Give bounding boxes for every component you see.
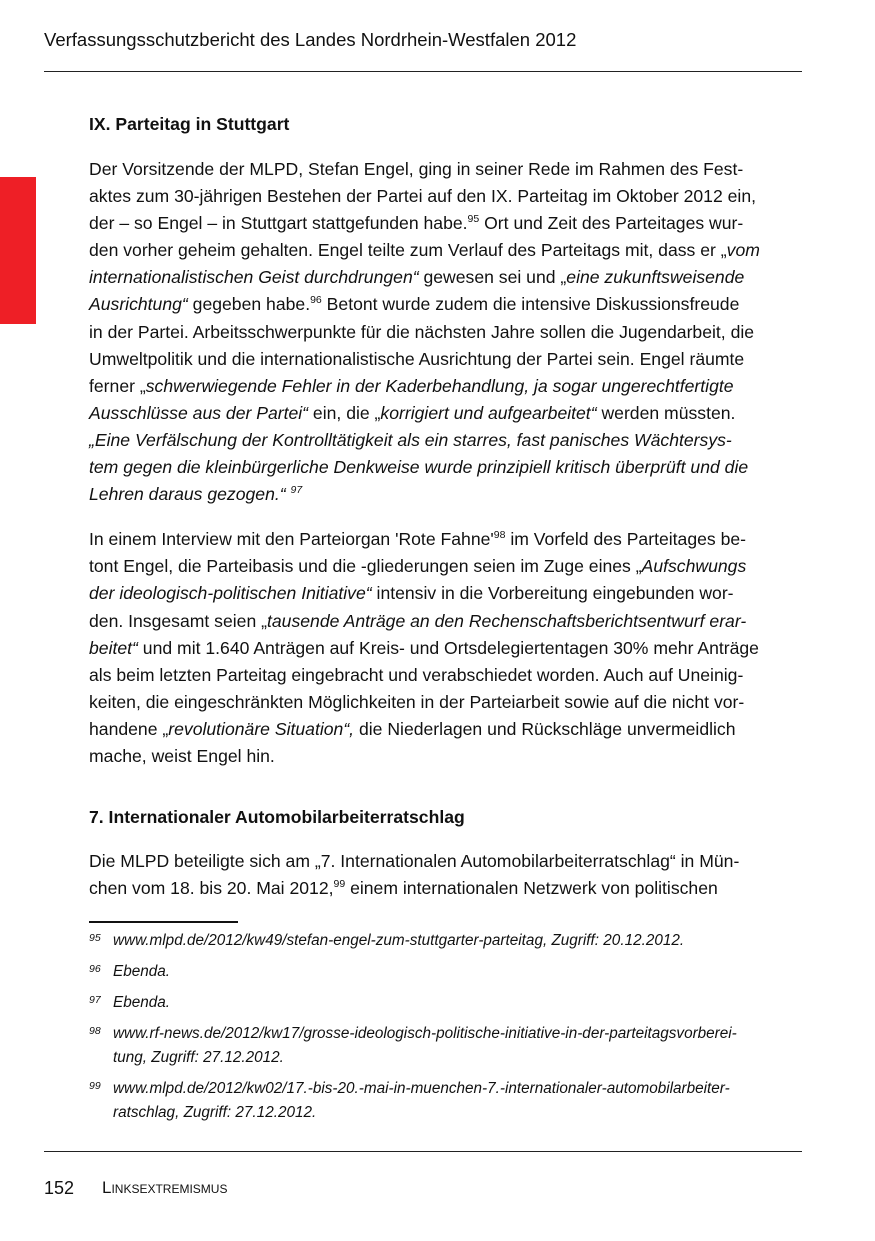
text-line: tem gegen die kleinbürgerliche Denkweise wurde prinzipiell kritisch überprüft und die	[89, 457, 749, 478]
footnote-99	[89, 1077, 802, 1125]
footnote-text-continued: ratschlag, Zugriff: 27.12.2012.	[113, 1104, 317, 1121]
text-line: Der Vorsitzende der MLPD, Stefan Engel, ging in seiner Rede im Rahmen des Fest-	[89, 159, 744, 179]
footnote-text[interactable]: www.rf-news.de/2012/kw17/grosse-ideologisch-politische-initiative-in-der-parteitagsvorberei-	[113, 1025, 737, 1042]
text-line: Ausrichtung“ gegeben habe.$^{96}$ Betont wurde zudem die intensive Diskussionsfreude	[89, 294, 740, 315]
text-line: keiten, die eingeschränkten Möglichkeiten in der Parteiarbeit sowie auf die nicht vor-	[89, 691, 745, 712]
header-rule	[44, 71, 802, 72]
footnote-reference[interactable]: 98	[493, 529, 506, 542]
text-line: den vorher geheim gehalten. Engel teilte zum Verlauf des Parteitags mit, dass er „vom	[89, 240, 760, 261]
text-line: handene „revolutionäre Situation“, die Niederlagen und Rückschläge unvermeidlich	[89, 718, 736, 739]
footnote-text: Ebenda.	[113, 963, 170, 980]
footnote-reference[interactable]: 95	[467, 213, 480, 226]
text-line: beitet“ und mit 1.640 Anträgen auf Kreis- und Ortsdelegiertentagen 30% mehr Anträge	[89, 637, 759, 658]
footnote-reference[interactable]: 97	[290, 484, 303, 497]
footer-section-name: Linksextremismus	[102, 1178, 228, 1197]
footnote-number: 99	[89, 1080, 101, 1092]
text-line: in der Partei. Arbeitsschwerpunkte für die nächsten Jahre sollen die Jugendarbeit, die	[89, 321, 755, 342]
text-line: internationalistischen Geist durchdrungen“ gewesen sei und „eine zukunftsweisende	[89, 267, 745, 288]
section-heading-parteitag: IX. Parteitag in Stuttgart	[89, 114, 290, 134]
text-line: Umweltpolitik und die internationalistische Ausrichtung der Partei sein. Engel räumte	[89, 348, 745, 369]
footnote-text: Ebenda.	[113, 994, 170, 1011]
paragraph-interview	[89, 526, 802, 770]
footnote-97	[89, 991, 802, 1015]
text-line: den. Insgesamt seien „tausende Anträge an den Rechenschaftsberichtsentwurf erar-	[89, 610, 747, 631]
footnote-number: 96	[89, 963, 101, 975]
footnotes	[89, 929, 802, 1132]
footnote-reference[interactable]: 99	[333, 878, 346, 891]
footnote-text-continued: tung, Zugriff: 27.12.2012.	[113, 1049, 284, 1066]
footnote-text[interactable]: www.mlpd.de/2012/kw02/17.-bis-20.-mai-in-muenchen-7.-internationaler-automobilarbeiter-	[113, 1080, 730, 1097]
footnote-98	[89, 1022, 802, 1070]
chapter-color-tab	[0, 177, 36, 324]
text-line: der – so Engel – in Stuttgart stattgefunden habe.$^{95}$ Ort und Zeit des Parteitages wur-	[89, 213, 744, 234]
footnote-separator	[89, 921, 238, 923]
text-line: Lehren daraus gezogen.“ $^{97}$	[89, 484, 303, 505]
page-number: 152	[44, 1178, 75, 1198]
paragraph-parteitag-rede	[89, 156, 802, 508]
footnote-text[interactable]: www.mlpd.de/2012/kw49/stefan-engel-zum-stuttgarter-parteitag, Zugriff: 20.12.2012.	[113, 932, 685, 949]
text-line: als beim letzten Parteitag eingebracht und verabschiedet worden. Auch auf Uneinig-	[89, 664, 744, 685]
footer-rule	[44, 1151, 802, 1152]
footnote-95	[89, 929, 802, 953]
text-line: „Eine Verfälschung der Kontrolltätigkeit als ein starres, fast panisches Wächtersys-	[89, 429, 732, 450]
text-line: mache, weist Engel hin.	[89, 745, 275, 766]
paragraph-mlpd-ratschlag	[89, 848, 802, 902]
text-line: Die MLPD beteiligte sich am „7. Internationalen Automobilarbeiterratschlag“ in Mün-	[89, 851, 740, 872]
footnote-reference[interactable]: 96	[310, 294, 322, 307]
footnote-number: 98	[89, 1025, 101, 1037]
text-line: aktes zum 30-jährigen Bestehen der Partei auf den IX. Parteitag im Oktober 2012 ein,	[89, 186, 756, 207]
text-line: In einem Interview mit den Parteiorgan 'Rote Fahne'$^{98}$ im Vorfeld des Parteitages be-	[89, 529, 747, 550]
text-line: chen vom 18. bis 20. Mai 2012,99 einem internationalen Netzwerk von politischen	[89, 878, 718, 899]
running-header: Verfassungsschutzbericht des Landes Nordrhein-Westfalen 2012	[44, 29, 577, 50]
footnote-96	[89, 960, 802, 984]
footnote-number: 97	[89, 994, 101, 1006]
text-line: der ideologisch-politischen Initiative“ intensiv in die Vorbereitung eingebunden wor-	[89, 583, 734, 604]
text-line: Ausschlüsse aus der Partei“ ein, die „korrigiert und aufgearbeitet“ werden müssten.	[89, 402, 736, 423]
text-line: ferner „schwerwiegende Fehler in der Kaderbehandlung, ja sogar ungerechtfertigte	[89, 375, 734, 396]
text-line: tont Engel, die Parteibasis und die -gliederungen seien im Zuge eines „Aufschwungs	[89, 556, 747, 577]
footnote-number: 95	[89, 932, 101, 944]
section-heading-automobilarbeiterratschlag: 7. Internationaler Automobilarbeiterratschlag	[89, 807, 465, 828]
main-text	[89, 111, 802, 902]
